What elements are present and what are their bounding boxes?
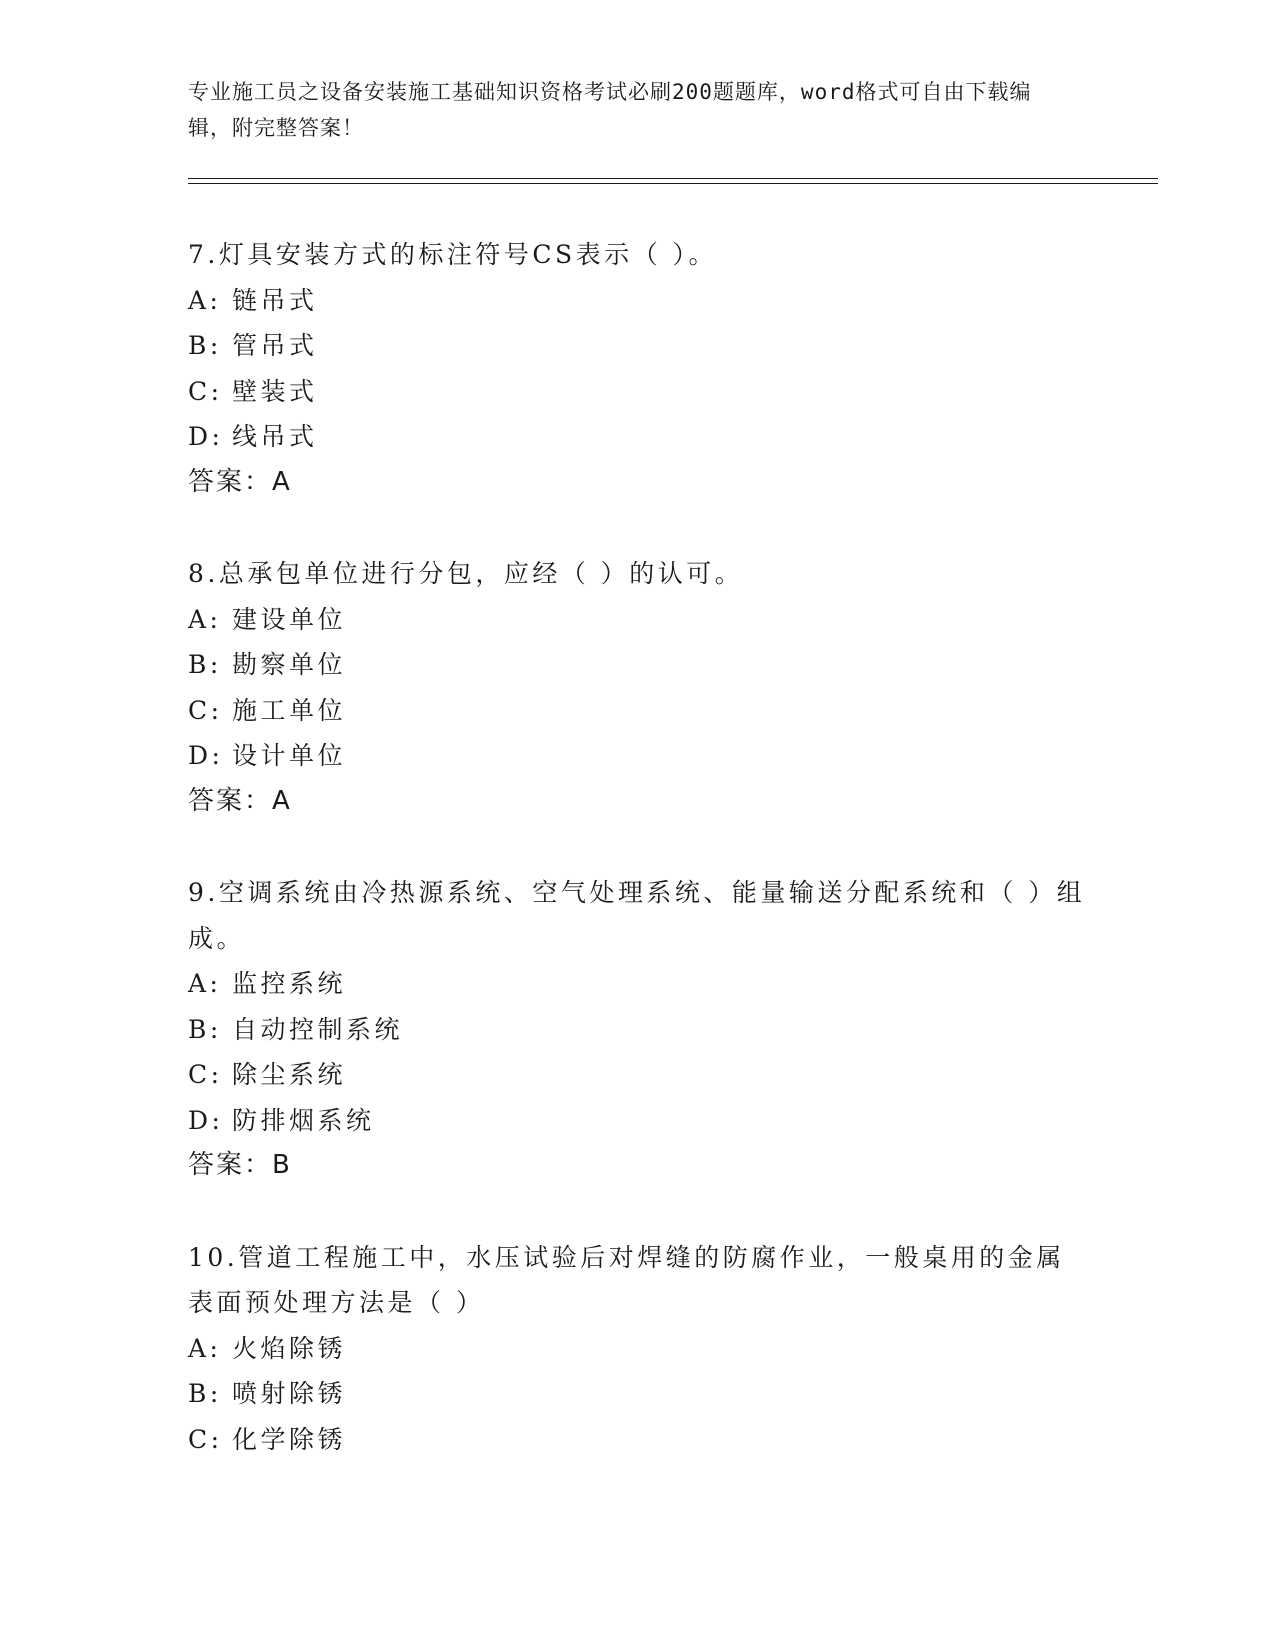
option-d bbox=[188, 414, 1088, 460]
answer-line: 答案：B bbox=[188, 1150, 292, 1180]
question-stem: 10.管道工程施工中，水压试验后对焊缝的防腐作业，一般桌用的金属表面预处理方法是（ ） bbox=[188, 1242, 1065, 1317]
header-divider-top bbox=[188, 178, 1158, 179]
option-key: B: bbox=[188, 331, 222, 360]
option-c bbox=[188, 1052, 1088, 1098]
option-key: D: bbox=[188, 422, 224, 451]
option-key: C: bbox=[188, 376, 223, 406]
question-9 bbox=[188, 870, 1088, 1189]
option-text: 化学除锈 bbox=[232, 1424, 347, 1454]
option-key: D: bbox=[188, 1105, 224, 1135]
option-text: 勘察单位 bbox=[232, 650, 347, 679]
option-key: A: bbox=[188, 604, 222, 634]
option-text: 自动控制系统 bbox=[232, 1014, 404, 1044]
option-c bbox=[188, 1417, 1088, 1463]
option-c bbox=[188, 369, 1088, 415]
option-key: A: bbox=[188, 285, 222, 315]
answer-line: 答案：A bbox=[188, 785, 292, 816]
question-stem: 9.空调系统由冷热源系统、空气处理系统、能量输送分配系统和（ ）组成。 bbox=[188, 878, 1086, 953]
option-b bbox=[188, 642, 1088, 688]
option-key: C: bbox=[188, 1060, 223, 1089]
option-key: D: bbox=[188, 741, 224, 770]
option-text: 设计单位 bbox=[232, 741, 347, 770]
document-header: 专业施工员之设备安装施工基础知识资格考试必刷200题题库，word格式可自由下载编辑，附完整答案！ bbox=[188, 80, 1032, 140]
option-key: B: bbox=[188, 1379, 222, 1408]
option-text: 建设单位 bbox=[232, 604, 347, 634]
question-7 bbox=[188, 232, 1088, 505]
option-a bbox=[188, 1326, 1088, 1372]
question-list bbox=[188, 232, 1088, 1508]
option-d bbox=[188, 1098, 1088, 1144]
option-a bbox=[188, 597, 1088, 643]
option-text: 管吊式 bbox=[232, 331, 318, 360]
question-8 bbox=[188, 551, 1088, 824]
option-key: B: bbox=[188, 650, 222, 679]
option-key: C: bbox=[188, 1424, 223, 1454]
option-text: 防排烟系统 bbox=[232, 1105, 375, 1135]
option-key: B: bbox=[188, 1014, 222, 1044]
option-c bbox=[188, 688, 1088, 734]
option-text: 除尘系统 bbox=[232, 1060, 347, 1089]
option-key: C: bbox=[188, 695, 223, 725]
option-b bbox=[188, 1007, 1088, 1053]
option-text: 施工单位 bbox=[232, 695, 347, 725]
option-a bbox=[188, 961, 1088, 1007]
header-divider-bottom bbox=[188, 183, 1158, 184]
option-a bbox=[188, 278, 1088, 324]
option-b bbox=[188, 1371, 1088, 1417]
option-d bbox=[188, 733, 1088, 779]
question-10 bbox=[188, 1235, 1088, 1463]
option-text: 喷射除锈 bbox=[232, 1379, 347, 1408]
option-key: A: bbox=[188, 969, 222, 998]
option-text: 监控系统 bbox=[232, 969, 347, 998]
option-text: 火焰除锈 bbox=[232, 1333, 347, 1363]
question-stem: 8.总承包单位进行分包，应经（ ）的认可。 bbox=[188, 559, 744, 588]
answer-line: 答案：A bbox=[188, 466, 292, 497]
option-text: 链吊式 bbox=[232, 285, 318, 315]
question-stem: 7.灯具安装方式的标注符号CS表示（ ）。 bbox=[188, 240, 718, 269]
option-b bbox=[188, 323, 1088, 369]
option-text: 线吊式 bbox=[232, 422, 318, 451]
option-text: 壁装式 bbox=[232, 376, 318, 406]
option-key: A: bbox=[188, 1333, 222, 1363]
